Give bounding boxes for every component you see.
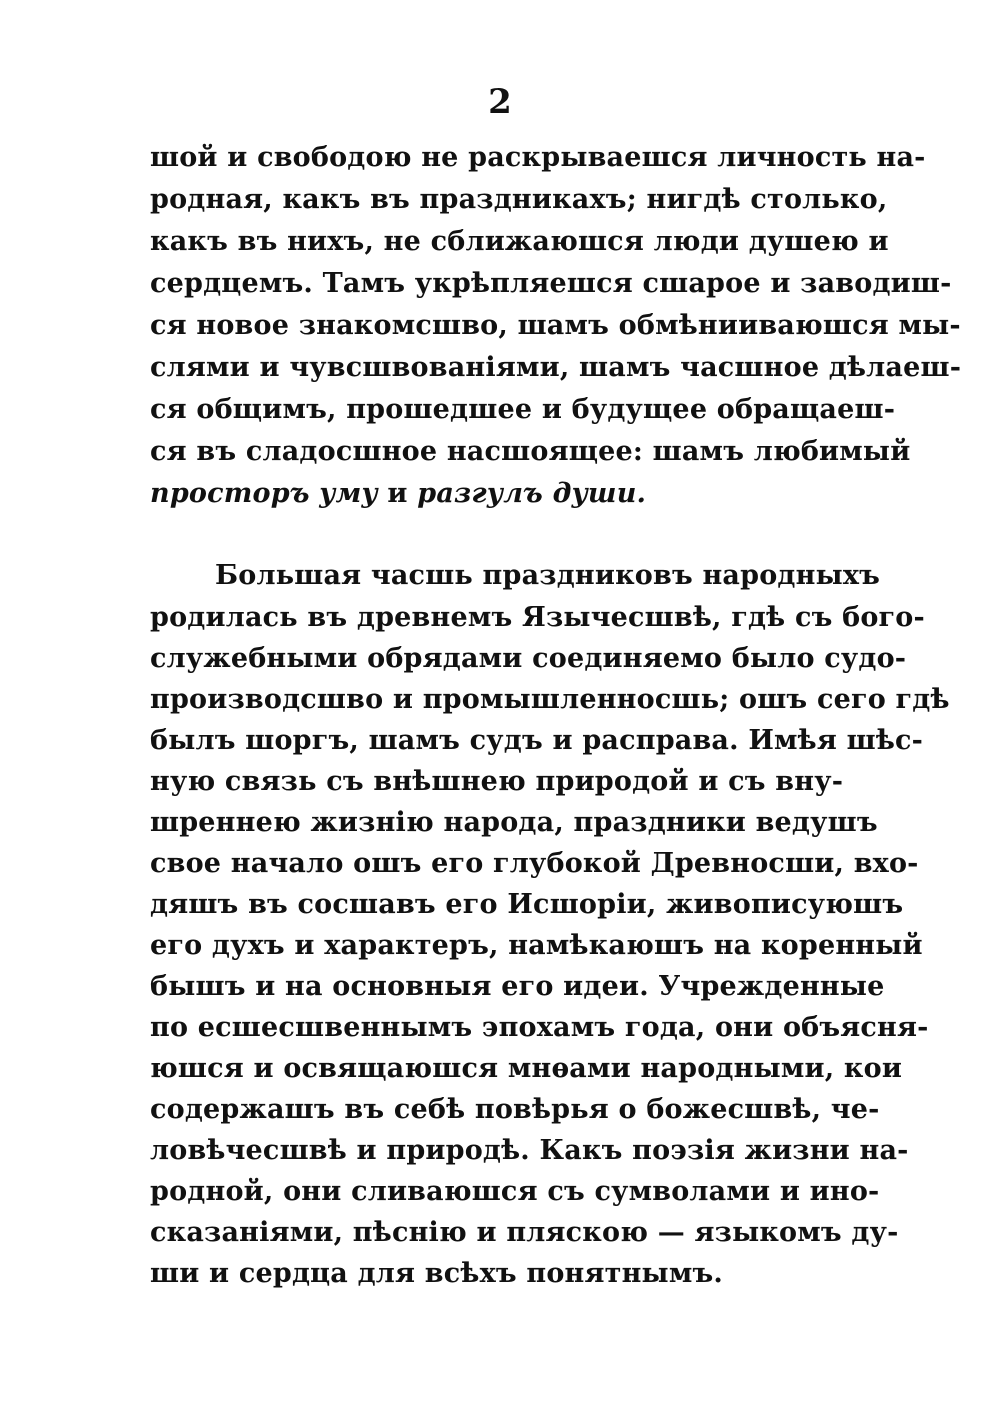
text-line-last bbox=[150, 474, 825, 514]
italic-phrase: разгулъ души. bbox=[417, 478, 647, 509]
text-line: сказаніями, пѣснію и пляскою — языкомъ ду- bbox=[150, 1217, 899, 1248]
text-line: его духъ и характеръ, намѣкаюшъ на коренный bbox=[150, 930, 923, 961]
text-line: родной, они сливаюшся съ сумволами и ино- bbox=[150, 1176, 880, 1207]
text-line: сердцемъ. Тамъ укрѣпляешся сшарое и заводиш- bbox=[150, 268, 952, 299]
text-line: ную связь съ внѣшнею природой и съ вну- bbox=[150, 766, 844, 797]
text-line: дяшъ въ сосшавъ его Исшоріи, живописуюшъ bbox=[150, 889, 904, 920]
text-line: служебными обрядами соединяемо было судо- bbox=[150, 643, 907, 674]
text-line: свое начало ошъ его глубокой Древносши, вхо- bbox=[150, 848, 919, 879]
conjunction: и bbox=[377, 478, 418, 509]
text-line-last: ши и сердца для всѣхъ понятнымъ. bbox=[150, 1258, 723, 1289]
text-line: ся въ сладосшное насшоящее: шамъ любимый bbox=[150, 436, 911, 467]
page-number: 2 bbox=[488, 82, 512, 122]
text-line: родная, какъ въ праздникахъ; нигдѣ столько, bbox=[150, 184, 888, 215]
text-line: шой и свободою не раскрываешся личность на- bbox=[150, 142, 926, 173]
text-line: ловѣчесшвѣ и природѣ. Какъ поэзія жизни на- bbox=[150, 1135, 909, 1166]
text-line: слями и чувсшвованіями, шамъ часшное дѣлаеш- bbox=[150, 352, 962, 383]
text-line: былъ шоргъ, шамъ судъ и расправа. Имѣя шѣс- bbox=[150, 725, 924, 756]
text-line: бышъ и на основныя его идеи. Учрежденные bbox=[150, 971, 885, 1002]
text-line: ся новое знакомсшво, шамъ обмѣнииваюшся мы- bbox=[150, 310, 961, 341]
text-line: какъ въ нихъ, не сближаюшся люди душею и bbox=[150, 226, 889, 257]
italic-phrase: просторъ уму bbox=[150, 478, 378, 509]
text-line: шреннею жизнію народа, праздники ведушъ bbox=[150, 807, 878, 838]
text-line: юшся и освящаюшся мнѳами народными, кои bbox=[150, 1053, 903, 1084]
text-line: производсшво и промышленносшь; ошъ сего гдѣ bbox=[150, 684, 950, 715]
text-line: содержашъ въ себѣ повѣрья о божесшвѣ, че- bbox=[150, 1094, 880, 1125]
text-line: родилась въ древнемъ Язычесшвѣ, гдѣ съ бого- bbox=[150, 602, 925, 633]
text-line-indented: Большая часшь праздниковъ народныхъ bbox=[215, 560, 881, 591]
text-line: по есшесшвеннымъ эпохамъ года, они объясня- bbox=[150, 1012, 929, 1043]
text-line: ся общимъ, прошедшее и будущее обращаеш- bbox=[150, 394, 896, 425]
